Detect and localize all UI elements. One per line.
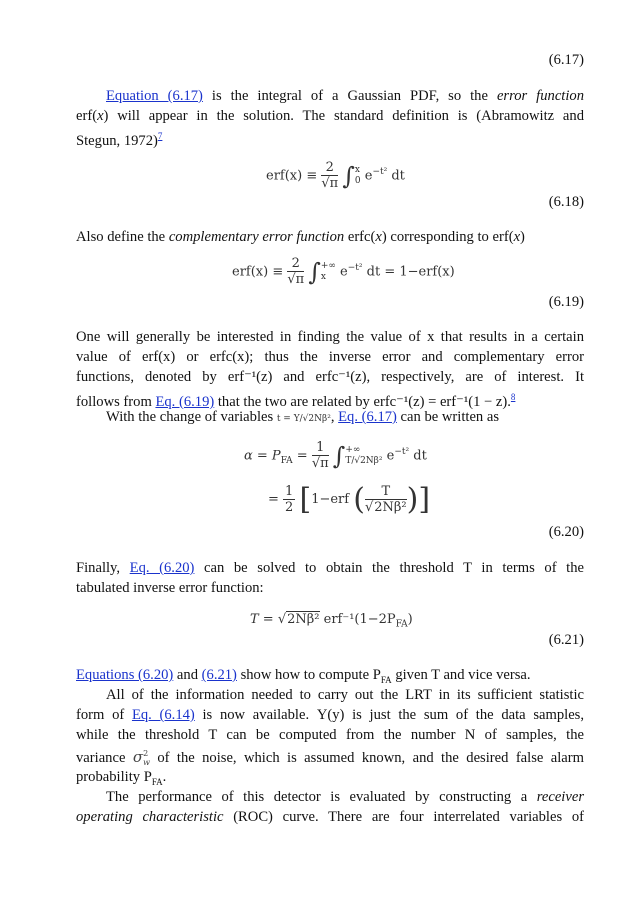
paragraph-line: Equation (6.17) is the integral of a Gaussian PDF, so the error function xyxy=(106,88,585,104)
equation-6-21: T = √2Nβ² $erf^{-1}(1-2P_{FA})$ xyxy=(250,612,413,630)
footnote-link[interactable]: 8 xyxy=(510,392,516,402)
paragraph-line: Equations (6.20) and (6.21) show how to compute $P_{FA}$ given T and vice versa. xyxy=(76,667,531,685)
paragraph-line: operating characteristic (ROC) curve. There are four interrelated variables of xyxy=(76,809,584,825)
equation-link[interactable]: Equations (6.20) xyxy=(76,667,174,683)
inline-formula: t = Υ/√2Nβ² xyxy=(276,414,331,424)
paragraph-line: erf(x) will appear in the solution. The standard definition is (Abramowitz and xyxy=(76,108,584,124)
equation-6-20-line1: $\alpha = P_{FA}$ = $\frac{1}{√\pi}$ ∫ +∞ T/√2Nβ² $e^{-t^2}$ dt xyxy=(244,440,427,471)
equation-number: (6.20) xyxy=(548,524,584,540)
equation-link[interactable]: (6.21) xyxy=(201,667,237,683)
paragraph-line: One will generally be interested in finding the value of x that results in a certain xyxy=(76,329,584,345)
sigma-symbol: σ 2 w xyxy=(132,748,150,767)
paragraph-line: The performance of this detector is evaluated by constructing a receiver xyxy=(106,789,584,805)
equation-6-19: erf(x) ≡ $\frac{2}{√\pi}$ ∫ +∞ x $e^{-t^2}$ dt = 1−erf(x) xyxy=(232,256,455,287)
equation-6-20-line2: = $\frac{1}{2}$ [1−erf ( $\frac{T}{\text{√2Nβ²}}$ )] xyxy=(268,482,431,517)
paragraph-line: With the change of variables t = Υ/√2Nβ², Eq. (6.17) can be written as xyxy=(106,409,500,425)
paragraph-line: while the threshold T can be computed from the number N of samples, the xyxy=(76,727,584,743)
equation-link[interactable]: Eq. (6.19) xyxy=(155,393,215,410)
paragraph-line: Stegun, 1972)$^7$ xyxy=(76,131,163,149)
paragraph-line: follows from Eq. (6.19) that the two are related by erfc⁻¹(z) = erf⁻¹(1 − z).$^8$ xyxy=(76,392,516,410)
paragraph-line: variance σ 2 w of the noise, which is assumed known, and the desired false alarm xyxy=(76,748,584,767)
equation-number: (6.21) xyxy=(548,632,584,648)
equation-number: (6.17) xyxy=(548,52,584,68)
paragraph-line: value of erf(x) or erfc(x); thus the inverse error and complementary error xyxy=(76,349,584,365)
paragraph-line: All of the information needed to carry out the LRT in its sufficient statistic xyxy=(106,687,584,703)
equation-link[interactable]: Equation (6.17) xyxy=(106,88,203,104)
equation-link[interactable]: Eq. (6.20) xyxy=(129,560,195,576)
equation-number: (6.19) xyxy=(548,294,584,310)
paragraph-line: tabulated inverse error function: xyxy=(76,580,264,596)
paragraph-line: probability $P_{FA}$. xyxy=(76,769,167,787)
paragraph-line: Also define the complementary error function erfc(x) corresponding to erf(x) xyxy=(76,229,525,245)
equation-link[interactable]: Eq. (6.17) xyxy=(338,409,397,425)
equation-number: (6.18) xyxy=(548,194,584,210)
equation-link[interactable]: Eq. (6.14) xyxy=(131,707,195,723)
paragraph-line: form of Eq. (6.14) is now available. Υ(y) is just the sum of the data samples, xyxy=(76,707,584,723)
footnote-link[interactable]: 7 xyxy=(157,131,163,141)
paragraph-line: Finally, Eq. (6.20) can be solved to obtain the threshold T in terms of the xyxy=(76,560,584,576)
equation-6-18: erf(x) ≡ $\frac{2}{√\pi}$ ∫ x 0 $e^{-t^2}$ dt xyxy=(266,160,405,191)
paragraph-line: functions, denoted by erf⁻¹(z) and erfc⁻¹(z), respectively, are of interest. It xyxy=(76,369,584,385)
